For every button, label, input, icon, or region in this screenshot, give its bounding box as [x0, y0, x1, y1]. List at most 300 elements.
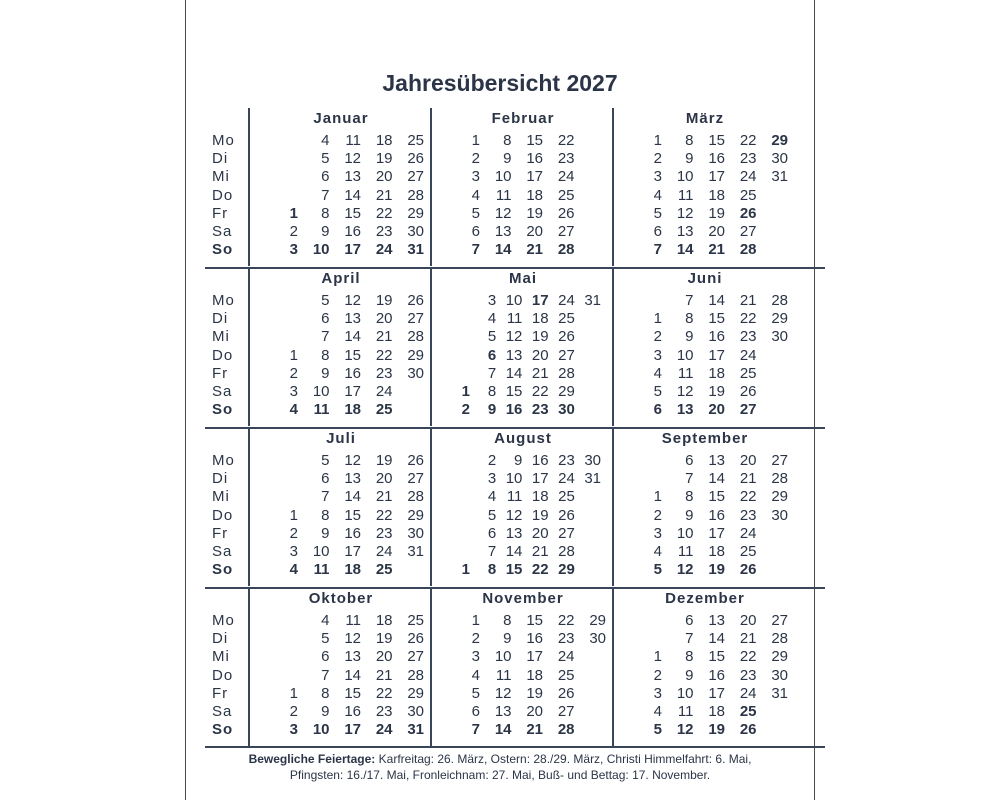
day-number: 9: [487, 401, 497, 419]
day-number: 4: [653, 543, 662, 560]
day-number: 10: [676, 168, 694, 186]
day-number: 8: [321, 346, 330, 364]
day-number: 22: [739, 132, 757, 149]
day-number: 21: [531, 364, 549, 382]
day-number: 28: [557, 241, 575, 259]
day-number: 21: [375, 488, 393, 506]
day-number: 9: [685, 666, 694, 684]
day-number: 27: [407, 470, 424, 488]
day-number: 28: [407, 328, 424, 346]
day-number: 17: [526, 648, 543, 666]
day-number: 10: [676, 346, 694, 364]
day-number: 4: [487, 488, 497, 506]
day-number: 25: [739, 186, 757, 204]
day-number: 22: [739, 310, 757, 328]
day-number: 30: [771, 150, 788, 168]
day-number: 17: [708, 346, 725, 364]
day-number: 29: [771, 310, 788, 328]
day-number: 7: [321, 186, 330, 204]
day-number: 16: [505, 401, 523, 419]
vertical-divider: [612, 268, 614, 426]
weekday-label-so: So: [212, 401, 234, 419]
day-number: 13: [708, 452, 725, 469]
day-number: 11: [495, 186, 512, 204]
day-number: 12: [344, 452, 361, 469]
day-number: 31: [407, 721, 424, 739]
day-number: 22: [557, 132, 575, 149]
weekday-label-do: Do: [212, 186, 234, 204]
day-number: 14: [676, 241, 694, 259]
day-number: 15: [708, 648, 725, 666]
month-name-mai: Mai: [508, 270, 537, 287]
day-number: 5: [487, 506, 497, 524]
footer-line-2: Pfingsten: 16./17. Mai, Fronleichnam: 27. Mai, Buß- und Bettag: 17. November.: [289, 768, 711, 782]
day-number: 1: [289, 346, 298, 364]
day-number: 29: [589, 612, 606, 629]
day-number: 5: [653, 204, 662, 222]
month-name-november: November: [482, 590, 564, 607]
day-number: 3: [289, 543, 298, 560]
day-number: 23: [375, 703, 393, 720]
weekday-label-do: Do: [212, 666, 234, 684]
day-number: 20: [531, 524, 549, 542]
weekday-label-di: Di: [212, 630, 229, 648]
day-number: 15: [708, 132, 725, 149]
day-number: 29: [771, 488, 788, 506]
day-number: 20: [708, 223, 725, 240]
day-number: 19: [375, 150, 393, 168]
day-number: 23: [558, 452, 575, 469]
day-number: 5: [487, 328, 497, 346]
day-number: 30: [589, 630, 606, 648]
day-number: 17: [344, 543, 361, 560]
day-number: 12: [344, 630, 361, 648]
day-number: 30: [771, 328, 788, 346]
day-number: 19: [708, 204, 725, 222]
day-number: 26: [558, 328, 575, 346]
day-number: 10: [494, 648, 512, 666]
weekday-label-mo: Mo: [212, 612, 235, 629]
day-number: 30: [558, 401, 575, 419]
day-number: 28: [771, 292, 788, 309]
weekday-label-mo: Mo: [212, 452, 235, 469]
day-number: 30: [584, 452, 601, 469]
day-number: 20: [708, 401, 725, 419]
day-number: 18: [708, 543, 725, 560]
day-number: 15: [344, 204, 361, 222]
day-number: 9: [514, 452, 523, 469]
day-number: 7: [471, 241, 480, 259]
day-number: 3: [289, 383, 298, 400]
day-number: 22: [531, 561, 549, 579]
day-number: 4: [471, 666, 480, 684]
day-number: 15: [526, 612, 543, 629]
day-number: 11: [506, 488, 523, 506]
vertical-divider: [430, 268, 432, 426]
day-number: 2: [653, 666, 662, 684]
day-number: 29: [407, 204, 424, 222]
day-number: 16: [531, 452, 549, 469]
day-number: 3: [653, 168, 662, 186]
day-number: 15: [708, 310, 725, 328]
month-name-oktober: Oktober: [308, 590, 374, 607]
day-number: 20: [739, 452, 757, 469]
day-number: 1: [289, 684, 298, 702]
day-number: 19: [375, 292, 393, 309]
day-number: 13: [344, 648, 361, 666]
day-number: 8: [487, 561, 497, 579]
day-number: 30: [407, 364, 424, 382]
day-number: 25: [407, 132, 424, 149]
day-number: 4: [471, 186, 480, 204]
day-number: 9: [685, 150, 694, 168]
day-number: 6: [321, 310, 330, 328]
day-number: 7: [685, 470, 694, 488]
day-number: 6: [471, 223, 480, 240]
day-number: 4: [321, 612, 330, 629]
day-number: 22: [739, 648, 757, 666]
day-number: 29: [407, 684, 424, 702]
day-number: 13: [505, 346, 523, 364]
day-number: 31: [407, 543, 424, 560]
day-number: 29: [407, 506, 424, 524]
day-number: 5: [321, 292, 330, 309]
day-number: 26: [739, 204, 757, 222]
day-number: 19: [708, 721, 725, 739]
weekday-label-sa: Sa: [212, 223, 233, 240]
day-number: 7: [685, 292, 694, 309]
day-number: 21: [375, 186, 393, 204]
day-number: 12: [676, 383, 694, 400]
day-number: 26: [407, 150, 424, 168]
day-number: 4: [653, 703, 662, 720]
day-number: 31: [771, 684, 788, 702]
day-number: 14: [708, 292, 725, 309]
weekday-label-di: Di: [212, 150, 229, 168]
month-name-juli: Juli: [326, 430, 356, 447]
day-number: 25: [739, 543, 757, 560]
day-number: 14: [344, 328, 361, 346]
day-number: 6: [471, 703, 480, 720]
day-number: 28: [558, 543, 575, 560]
day-number: 3: [653, 346, 662, 364]
day-number: 30: [407, 223, 424, 240]
day-number: 25: [375, 401, 393, 419]
day-number: 16: [344, 223, 361, 240]
weekday-label-mi: Mi: [212, 168, 230, 186]
day-number: 23: [739, 328, 757, 346]
day-number: 6: [685, 612, 694, 629]
day-number: 27: [407, 310, 424, 328]
day-number: 11: [506, 310, 523, 328]
day-number: 10: [505, 292, 523, 309]
day-number: 13: [676, 223, 694, 240]
day-number: 28: [771, 630, 788, 648]
day-number: 1: [461, 561, 470, 579]
day-number: 18: [344, 401, 361, 419]
day-number: 1: [653, 310, 662, 328]
day-number: 15: [344, 684, 361, 702]
month-name-september: September: [661, 430, 749, 447]
day-number: 15: [344, 506, 361, 524]
day-number: 8: [321, 204, 330, 222]
day-number: 9: [685, 328, 694, 346]
day-number: 29: [558, 383, 575, 400]
day-number: 23: [557, 150, 575, 168]
day-number: 24: [557, 648, 575, 666]
day-number: 24: [739, 524, 757, 542]
day-number: 12: [505, 328, 523, 346]
day-number: 31: [584, 470, 601, 488]
day-number: 24: [375, 543, 393, 560]
day-number: 19: [708, 561, 725, 579]
day-number: 22: [375, 506, 393, 524]
day-number: 30: [407, 703, 424, 720]
day-number: 9: [503, 150, 512, 168]
day-number: 27: [557, 703, 575, 720]
day-number: 8: [487, 383, 497, 400]
day-number: 17: [708, 168, 725, 186]
day-number: 1: [289, 204, 298, 222]
weekday-label-fr: Fr: [212, 684, 229, 702]
day-number: 26: [407, 630, 424, 648]
day-number: 16: [708, 506, 725, 524]
day-number: 13: [676, 401, 694, 419]
day-number: 14: [505, 364, 523, 382]
month-name-juni: Juni: [687, 270, 723, 287]
day-number: 12: [494, 684, 512, 702]
footer-line-1: Karfreitag: 26. März, Ostern: 28./29. März, Christi Himmelfahrt: 6. Mai,: [378, 752, 752, 766]
weekday-label-mi: Mi: [212, 328, 230, 346]
day-number: 10: [505, 470, 523, 488]
day-number: 1: [461, 383, 470, 400]
day-number: 8: [685, 488, 694, 506]
day-number: 21: [375, 666, 393, 684]
day-number: 10: [312, 543, 330, 560]
day-number: 26: [407, 452, 424, 469]
day-number: 29: [771, 132, 788, 149]
day-number: 22: [557, 612, 575, 629]
day-number: 28: [558, 364, 575, 382]
day-number: 18: [344, 561, 361, 579]
day-number: 23: [739, 666, 757, 684]
weekday-label-sa: Sa: [212, 383, 233, 400]
day-number: 2: [289, 703, 298, 720]
month-name-august: August: [494, 430, 552, 447]
day-number: 9: [503, 630, 512, 648]
day-number: 17: [526, 168, 543, 186]
day-number: 6: [653, 401, 662, 419]
day-number: 27: [557, 223, 575, 240]
day-number: 27: [771, 612, 788, 629]
weekday-label-do: Do: [212, 506, 234, 524]
day-number: 11: [345, 612, 361, 629]
day-number: 22: [375, 684, 393, 702]
day-number: 13: [494, 223, 512, 240]
day-number: 27: [407, 648, 424, 666]
day-number: 26: [558, 506, 575, 524]
day-number: 14: [708, 630, 725, 648]
day-number: 18: [375, 612, 393, 629]
day-number: 2: [471, 150, 480, 168]
day-number: 30: [771, 666, 788, 684]
day-number: 22: [739, 488, 757, 506]
month-name-februar: Februar: [491, 110, 555, 127]
day-number: 8: [685, 648, 694, 666]
day-number: 31: [771, 168, 788, 186]
day-number: 27: [739, 223, 757, 240]
day-number: 14: [494, 721, 512, 739]
movable-holidays-note: [185, 751, 815, 783]
day-number: 20: [739, 612, 757, 629]
day-number: 1: [653, 488, 662, 506]
day-number: 23: [739, 506, 757, 524]
month-name-januar: Januar: [313, 110, 369, 127]
day-number: 9: [685, 506, 694, 524]
day-number: 21: [739, 630, 757, 648]
day-number: 26: [557, 204, 575, 222]
day-number: 7: [653, 241, 662, 259]
day-number: 28: [771, 470, 788, 488]
day-number: 24: [739, 346, 757, 364]
day-number: 28: [557, 721, 575, 739]
day-number: 15: [344, 346, 361, 364]
day-number: 1: [471, 612, 480, 629]
day-number: 13: [344, 470, 361, 488]
day-number: 10: [312, 241, 330, 259]
day-number: 11: [677, 543, 694, 560]
day-number: 25: [375, 561, 393, 579]
day-number: 24: [558, 292, 575, 309]
day-number: 13: [494, 703, 512, 720]
weekday-label-di: Di: [212, 310, 229, 328]
weekday-label-do: Do: [212, 346, 234, 364]
weekday-label-so: So: [212, 561, 234, 579]
day-number: 11: [677, 186, 694, 204]
day-number: 12: [344, 150, 361, 168]
day-number: 25: [407, 612, 424, 629]
day-number: 28: [739, 241, 757, 259]
day-number: 5: [321, 452, 330, 469]
day-number: 17: [708, 684, 725, 702]
day-number: 4: [321, 132, 330, 149]
weekday-label-di: Di: [212, 470, 229, 488]
day-number: 21: [708, 241, 725, 259]
day-number: 18: [708, 186, 725, 204]
day-number: 11: [313, 561, 330, 579]
day-number: 16: [708, 328, 725, 346]
day-number: 25: [557, 186, 575, 204]
day-number: 14: [505, 543, 523, 560]
day-number: 31: [584, 292, 601, 309]
day-number: 7: [487, 364, 497, 382]
day-number: 5: [321, 150, 330, 168]
day-number: 23: [375, 364, 393, 382]
day-number: 4: [487, 310, 497, 328]
day-number: 2: [289, 223, 298, 240]
day-number: 17: [708, 524, 725, 542]
page-title: Jahresübersicht 2027: [382, 70, 618, 96]
day-number: 26: [739, 383, 757, 400]
day-number: 26: [557, 684, 575, 702]
quarter-divider: [205, 267, 825, 269]
day-number: 16: [344, 364, 361, 382]
day-number: 18: [375, 132, 393, 149]
weekday-label-sa: Sa: [212, 703, 233, 720]
day-number: 2: [653, 328, 662, 346]
day-number: 8: [503, 132, 512, 149]
day-number: 12: [676, 561, 694, 579]
day-number: 31: [407, 241, 424, 259]
day-number: 28: [407, 488, 424, 506]
day-number: 3: [289, 241, 298, 259]
day-number: 19: [531, 506, 549, 524]
day-number: 15: [505, 561, 523, 579]
day-number: 20: [375, 310, 393, 328]
weekday-label-fr: Fr: [212, 204, 229, 222]
day-number: 8: [503, 612, 512, 629]
day-number: 24: [739, 684, 757, 702]
day-number: 19: [708, 383, 725, 400]
day-number: 29: [407, 346, 424, 364]
day-number: 6: [487, 346, 497, 364]
day-number: 7: [321, 488, 330, 506]
day-number: 12: [344, 292, 361, 309]
day-number: 22: [375, 204, 393, 222]
day-number: 4: [653, 364, 662, 382]
vertical-divider: [612, 588, 614, 748]
day-number: 17: [344, 383, 361, 400]
day-number: 6: [321, 470, 330, 488]
day-number: 7: [321, 666, 330, 684]
day-number: 16: [344, 703, 361, 720]
day-number: 26: [739, 721, 757, 739]
day-number: 9: [321, 364, 330, 382]
day-number: 19: [526, 204, 543, 222]
day-number: 22: [531, 383, 549, 400]
day-number: 25: [739, 703, 757, 720]
day-number: 10: [494, 168, 512, 186]
day-number: 3: [653, 684, 662, 702]
day-number: 14: [344, 488, 361, 506]
day-number: 1: [471, 132, 480, 149]
day-number: 12: [676, 721, 694, 739]
weekday-label-mi: Mi: [212, 648, 230, 666]
day-number: 17: [344, 241, 361, 259]
day-number: 11: [345, 132, 361, 149]
day-number: 18: [531, 488, 549, 506]
day-number: 27: [558, 524, 575, 542]
day-number: 6: [685, 452, 694, 469]
day-number: 3: [471, 648, 480, 666]
day-number: 23: [557, 630, 575, 648]
day-number: 2: [653, 506, 662, 524]
day-number: 6: [321, 168, 330, 186]
day-number: 2: [289, 364, 298, 382]
day-number: 14: [494, 241, 512, 259]
day-number: 8: [685, 310, 694, 328]
day-number: 25: [558, 310, 575, 328]
day-number: 30: [771, 506, 788, 524]
quarter-divider: [205, 427, 825, 429]
day-number: 24: [375, 721, 393, 739]
day-number: 19: [375, 452, 393, 469]
day-number: 2: [471, 630, 480, 648]
quarter-divider: [205, 587, 825, 589]
day-number: 17: [531, 470, 549, 488]
day-number: 23: [739, 150, 757, 168]
day-number: 2: [487, 452, 497, 469]
